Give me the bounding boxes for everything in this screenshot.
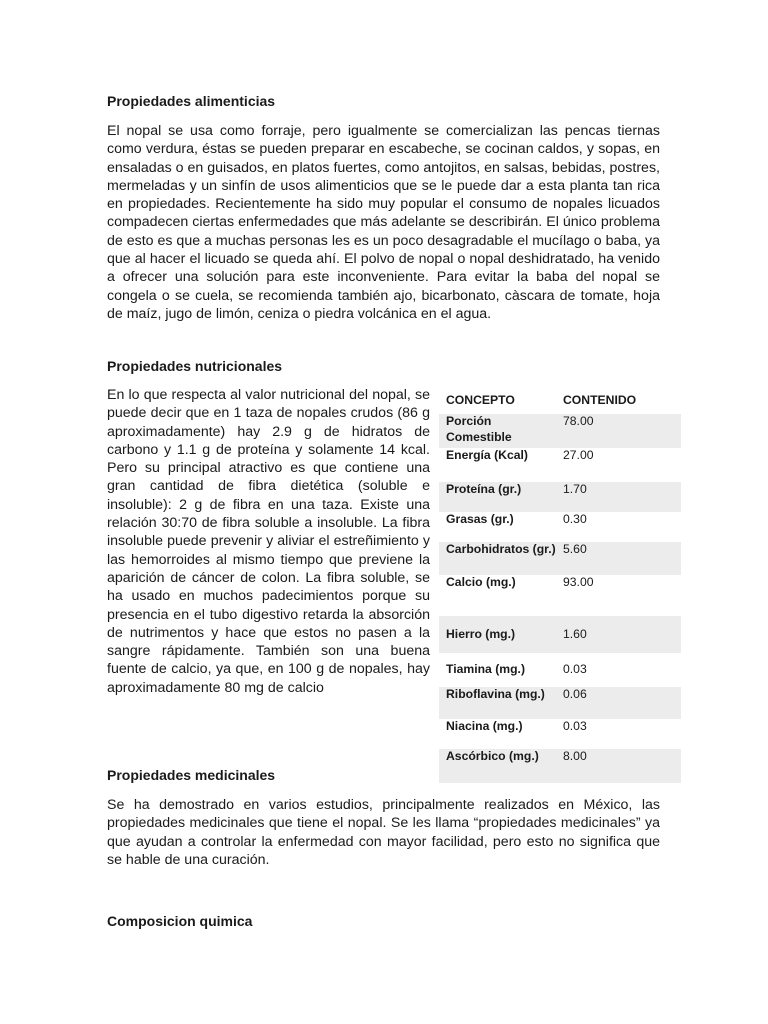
table-row <box>439 414 681 448</box>
paragraph-propiedades-medicinales: Se ha demostrado en varios estudios, principalmente realizados en México, las propiedades medicinales que tiene el nopal. Se les llama “propiedades medicinales” ya que ayudan a controlar la enfermedad con mayor facilidad, pero esto no significa que se hable de una curación. <box>107 797 660 868</box>
row-contenido: 8.00 <box>556 749 681 783</box>
row-contenido: 93.00 <box>563 575 594 589</box>
paragraph-propiedades-alimenticias: El nopal se usa como forraje, pero igualmente se comercializan las pencas tiernas como verdura, éstas se pueden preparar en escabeche, se cocinan caldos, y sopas, en ensaladas o en guisados, en platos fuertes, como antojitos, en salsas, bebidas, postres, mermeladas y un sinfín de usos alimenticios que se le puede dar a esta planta tan rica en propiedades. Recientemente ha sido muy popular el consumo de nopales licuados compadecen ciertas enfermedades que más adelante se describirán. El único problema de esto es que a muchas personas les es un poco desagradable el mucílago o baba, ya que al hacer el licuado se queda ahí. El polvo de nopal o nopal deshidratado, ha venido a ofrecer una solución para este inconveniente. Para evitar la baba del nopal se congela o se cuela, se recomienda también ajo, bicarbonato, càscara de tomate, hoja de maíz, jugo de limón, ceniza o piedra volcánica en el agua. <box>107 123 660 322</box>
table-row <box>439 719 681 749</box>
row-contenido: 1.70 <box>556 482 681 512</box>
row-contenido: 5.60 <box>556 542 681 575</box>
row-concepto: Hierro (mg.) <box>439 616 556 653</box>
row-contenido: 1.60 <box>556 616 681 653</box>
heading-propiedades-nutricionales: Propiedades nutricionales <box>107 358 283 374</box>
row-contenido: 0.06 <box>556 687 681 719</box>
row-contenido: 27.00 <box>563 448 594 462</box>
row-concepto: Calcio (mg.) <box>446 575 516 589</box>
heading-composicion-quimica: Composicion quimica <box>107 913 253 929</box>
nutrition-table-header <box>439 386 681 414</box>
header-contenido: CONTENIDO <box>563 393 637 407</box>
table-row <box>439 687 681 719</box>
row-concepto: Grasas (gr.) <box>446 512 514 526</box>
paragraph-propiedades-nutricionales: En lo que respecta al valor nutricional del nopal, se puede decir que en 1 taza de nopales crudos (86 g aproximadamente) hay 2.9 g de hidratos de carbono y 1.1 g de proteína y solamente 14 kcal. Pero su principal atractivo es que contiene una gran cantidad de fibra dietética (soluble e insoluble): 2 g de fibra en una taza. Existe una relación 30:70 de fibra soluble a insoluble. La fibra insoluble puede prevenir y aliviar el estreñimiento y las hemorroides al mismo tiempo que previene la aparición de cáncer de colon. La fibra soluble, se ha usado en muchos padecimientos porque su presencia en el tubo digestivo retarda la absorción de nutrimentos y hace que estos no pasen a la sangre rápidamente. También son una buena fuente de calcio, ya que, en 100 g de nopales, hay aproximadamente 80 mg de calcio <box>107 387 430 696</box>
row-contenido: 0.03 <box>563 719 587 733</box>
table-row <box>439 616 681 653</box>
row-concepto: Ascórbico (mg.) <box>439 749 556 783</box>
row-contenido: 78.00 <box>556 414 681 448</box>
table-row <box>439 749 681 783</box>
table-row <box>439 542 681 575</box>
table-row <box>439 575 681 616</box>
heading-propiedades-medicinales: Propiedades medicinales <box>107 767 276 783</box>
row-concepto: Riboflavina (mg.) <box>439 687 556 719</box>
table-row <box>439 482 681 512</box>
row-concepto: Tiamina (mg.) <box>446 662 526 677</box>
row-concepto: Energía (Kcal) <box>446 448 528 462</box>
heading-propiedades-alimenticias: Propiedades alimenticias <box>107 93 276 109</box>
row-concepto: Porción Comestible <box>439 414 556 448</box>
header-concepto: CONCEPTO <box>446 393 515 407</box>
table-row <box>439 653 681 687</box>
row-contenido: 0.30 <box>563 512 587 526</box>
row-concepto: Carbohidratos (gr.) <box>439 542 556 575</box>
nutrition-table <box>439 386 681 783</box>
table-row <box>439 448 681 482</box>
row-concepto: Niacina (mg.) <box>446 719 523 733</box>
table-row <box>439 512 681 542</box>
row-concepto: Proteína (gr.) <box>439 482 556 512</box>
row-contenido: 0.03 <box>563 662 587 677</box>
